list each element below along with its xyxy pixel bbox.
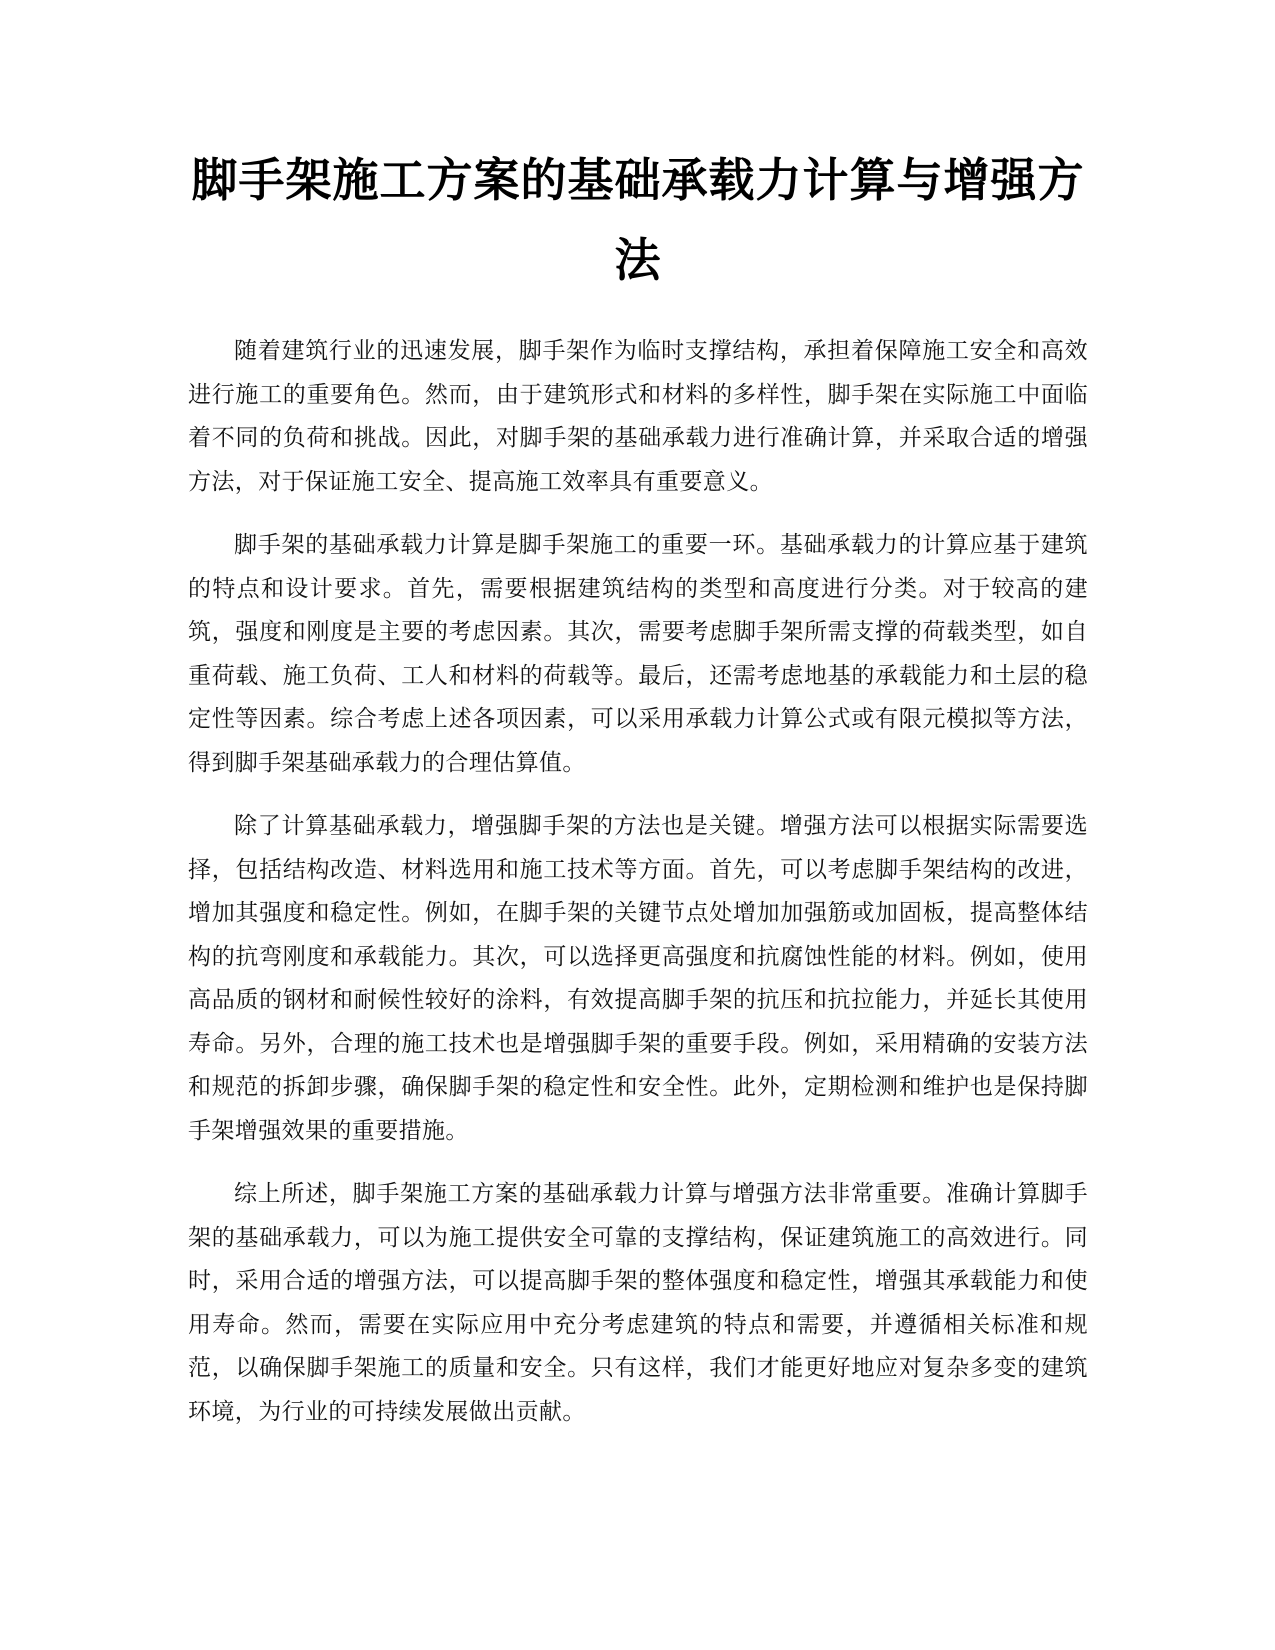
paragraph-3: 除了计算基础承载力，增强脚手架的方法也是关键。增强方法可以根据实际需要选择，包括结构改造、材料选用和施工技术等方面。首先，可以考虑脚手架结构的改进，增加其强度和稳定性。例如，在脚手架的关键节点处增加加强筋或加固板，提高整体结构的抗弯刚度和承载能力。其次，可以选择更高强度和抗腐蚀性能的材料。例如，使用高品质的钢材和耐候性较好的涂料，有效提高脚手架的抗压和抗拉能力，并延长其使用寿命。另外，合理的施工技术也是增强脚手架的重要手段。例如，采用精确的安装方法和规范的拆卸步骤，确保脚手架的稳定性和安全性。此外，定期检测和维护也是保持脚手架增强效果的重要措施。 <box>188 813 1088 1144</box>
paragraph-2: 脚手架的基础承载力计算是脚手架施工的重要一环。基础承载力的计算应基于建筑的特点和设计要求。首先，需要根据建筑结构的类型和高度进行分类。对于较高的建筑，强度和刚度是主要的考虑因素。其次，需要考虑脚手架所需支撑的荷载类型，如自重荷载、施工负荷、工人和材料的荷载等。最后，还需考虑地基的承载能力和土层的稳定性等因素。综合考虑上述各项因素，可以采用承载力计算公式或有限元模拟等方法，得到脚手架基础承载力的合理估算值。 <box>188 532 1088 776</box>
document-body <box>188 330 1088 1434</box>
document-page <box>188 140 1088 1454</box>
paragraph-1: 随着建筑行业的迅速发展，脚手架作为临时支撑结构，承担着保障施工安全和高效进行施工的重要角色。然而，由于建筑形式和材料的多样性，脚手架在实际施工中面临着不同的负荷和挑战。因此，对脚手架的基础承载力进行准确计算，并采取合适的增强方法，对于保证施工安全、提高施工效率具有重要意义。 <box>188 338 1088 495</box>
document-title: 脚手架施工方案的基础承载力计算与增强方法 <box>191 153 1085 287</box>
paragraph-4: 综上所述，脚手架施工方案的基础承载力计算与增强方法非常重要。准确计算脚手架的基础承载力，可以为施工提供安全可靠的支撑结构，保证建筑施工的高效进行。同时，采用合适的增强方法，可以提高脚手架的整体强度和稳定性，增强其承载能力和使用寿命。然而，需要在实际应用中充分考虑建筑的特点和需要，并遵循相关标准和规范，以确保脚手架施工的质量和安全。只有这样，我们才能更好地应对复杂多变的建筑环境，为行业的可持续发展做出贡献。 <box>188 1181 1088 1425</box>
